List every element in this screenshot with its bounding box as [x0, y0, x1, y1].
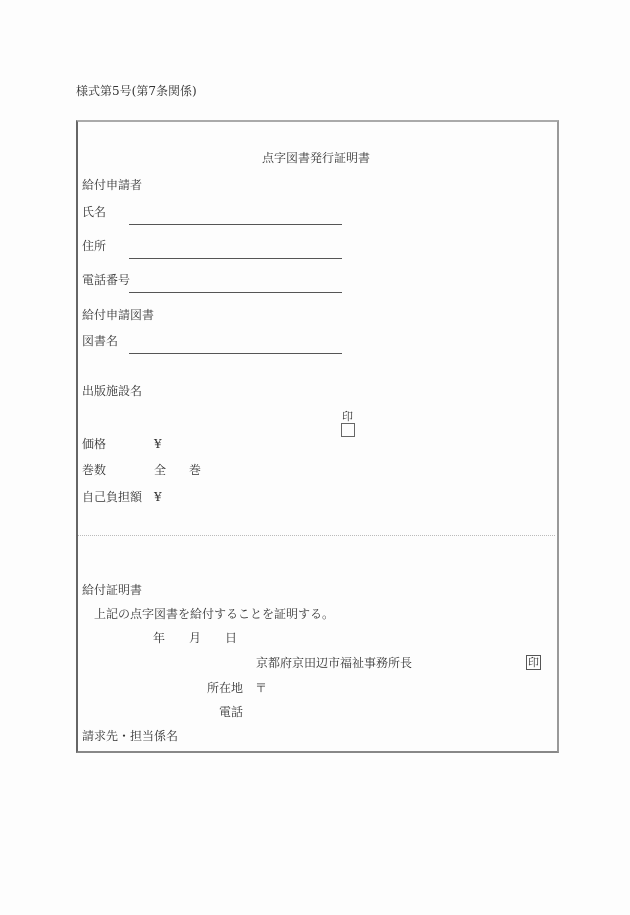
applicant-heading: 給付申請者 [82, 178, 143, 192]
price-yen-symbol: ¥ [154, 437, 162, 451]
phone-number-label: 電話番号 [82, 273, 131, 287]
volumes-prefix: 全 [154, 463, 167, 477]
postal-mark: 〒 [255, 681, 268, 695]
price-label: 価格 [82, 437, 107, 451]
certificate-statement: 上記の点字図書を給付することを証明する。 [94, 607, 335, 621]
publisher-label: 出版施設名 [82, 384, 143, 398]
address-field-line[interactable] [129, 258, 342, 259]
date-day: 日 [225, 631, 238, 645]
form-code: 様式第5号(第7条関係) [76, 84, 197, 98]
publisher-seal-label: 印 [342, 410, 353, 423]
date-month: 月 [189, 631, 202, 645]
publisher-seal-box [341, 423, 355, 437]
copay-label: 自己負担額 [82, 490, 143, 504]
section-divider [78, 535, 555, 536]
date-year: 年 [153, 631, 166, 645]
issuer-seal: 印 [528, 656, 539, 669]
issuer-title: 京都府京田辺市福祉事務所長 [256, 656, 413, 670]
address-label: 住所 [82, 239, 107, 253]
issuer-phone-label: 電話 [219, 705, 244, 719]
book-name-field-line[interactable] [129, 353, 342, 354]
name-field-line[interactable] [129, 224, 342, 225]
volumes-label: 巻数 [82, 463, 107, 477]
billing-contact-label: 請求先・担当係名 [82, 729, 179, 743]
document-title: 点字図書発行証明書 [262, 151, 371, 165]
book-name-label: 図書名 [82, 334, 119, 348]
volumes-suffix: 巻 [189, 463, 202, 477]
copay-yen-symbol: ¥ [154, 490, 162, 504]
certificate-heading: 給付証明書 [82, 583, 143, 597]
name-label: 氏名 [82, 205, 107, 219]
book-section-heading: 給付申請図書 [82, 308, 155, 322]
phone-number-field-line[interactable] [129, 292, 342, 293]
address-location-label: 所在地 [207, 681, 244, 695]
